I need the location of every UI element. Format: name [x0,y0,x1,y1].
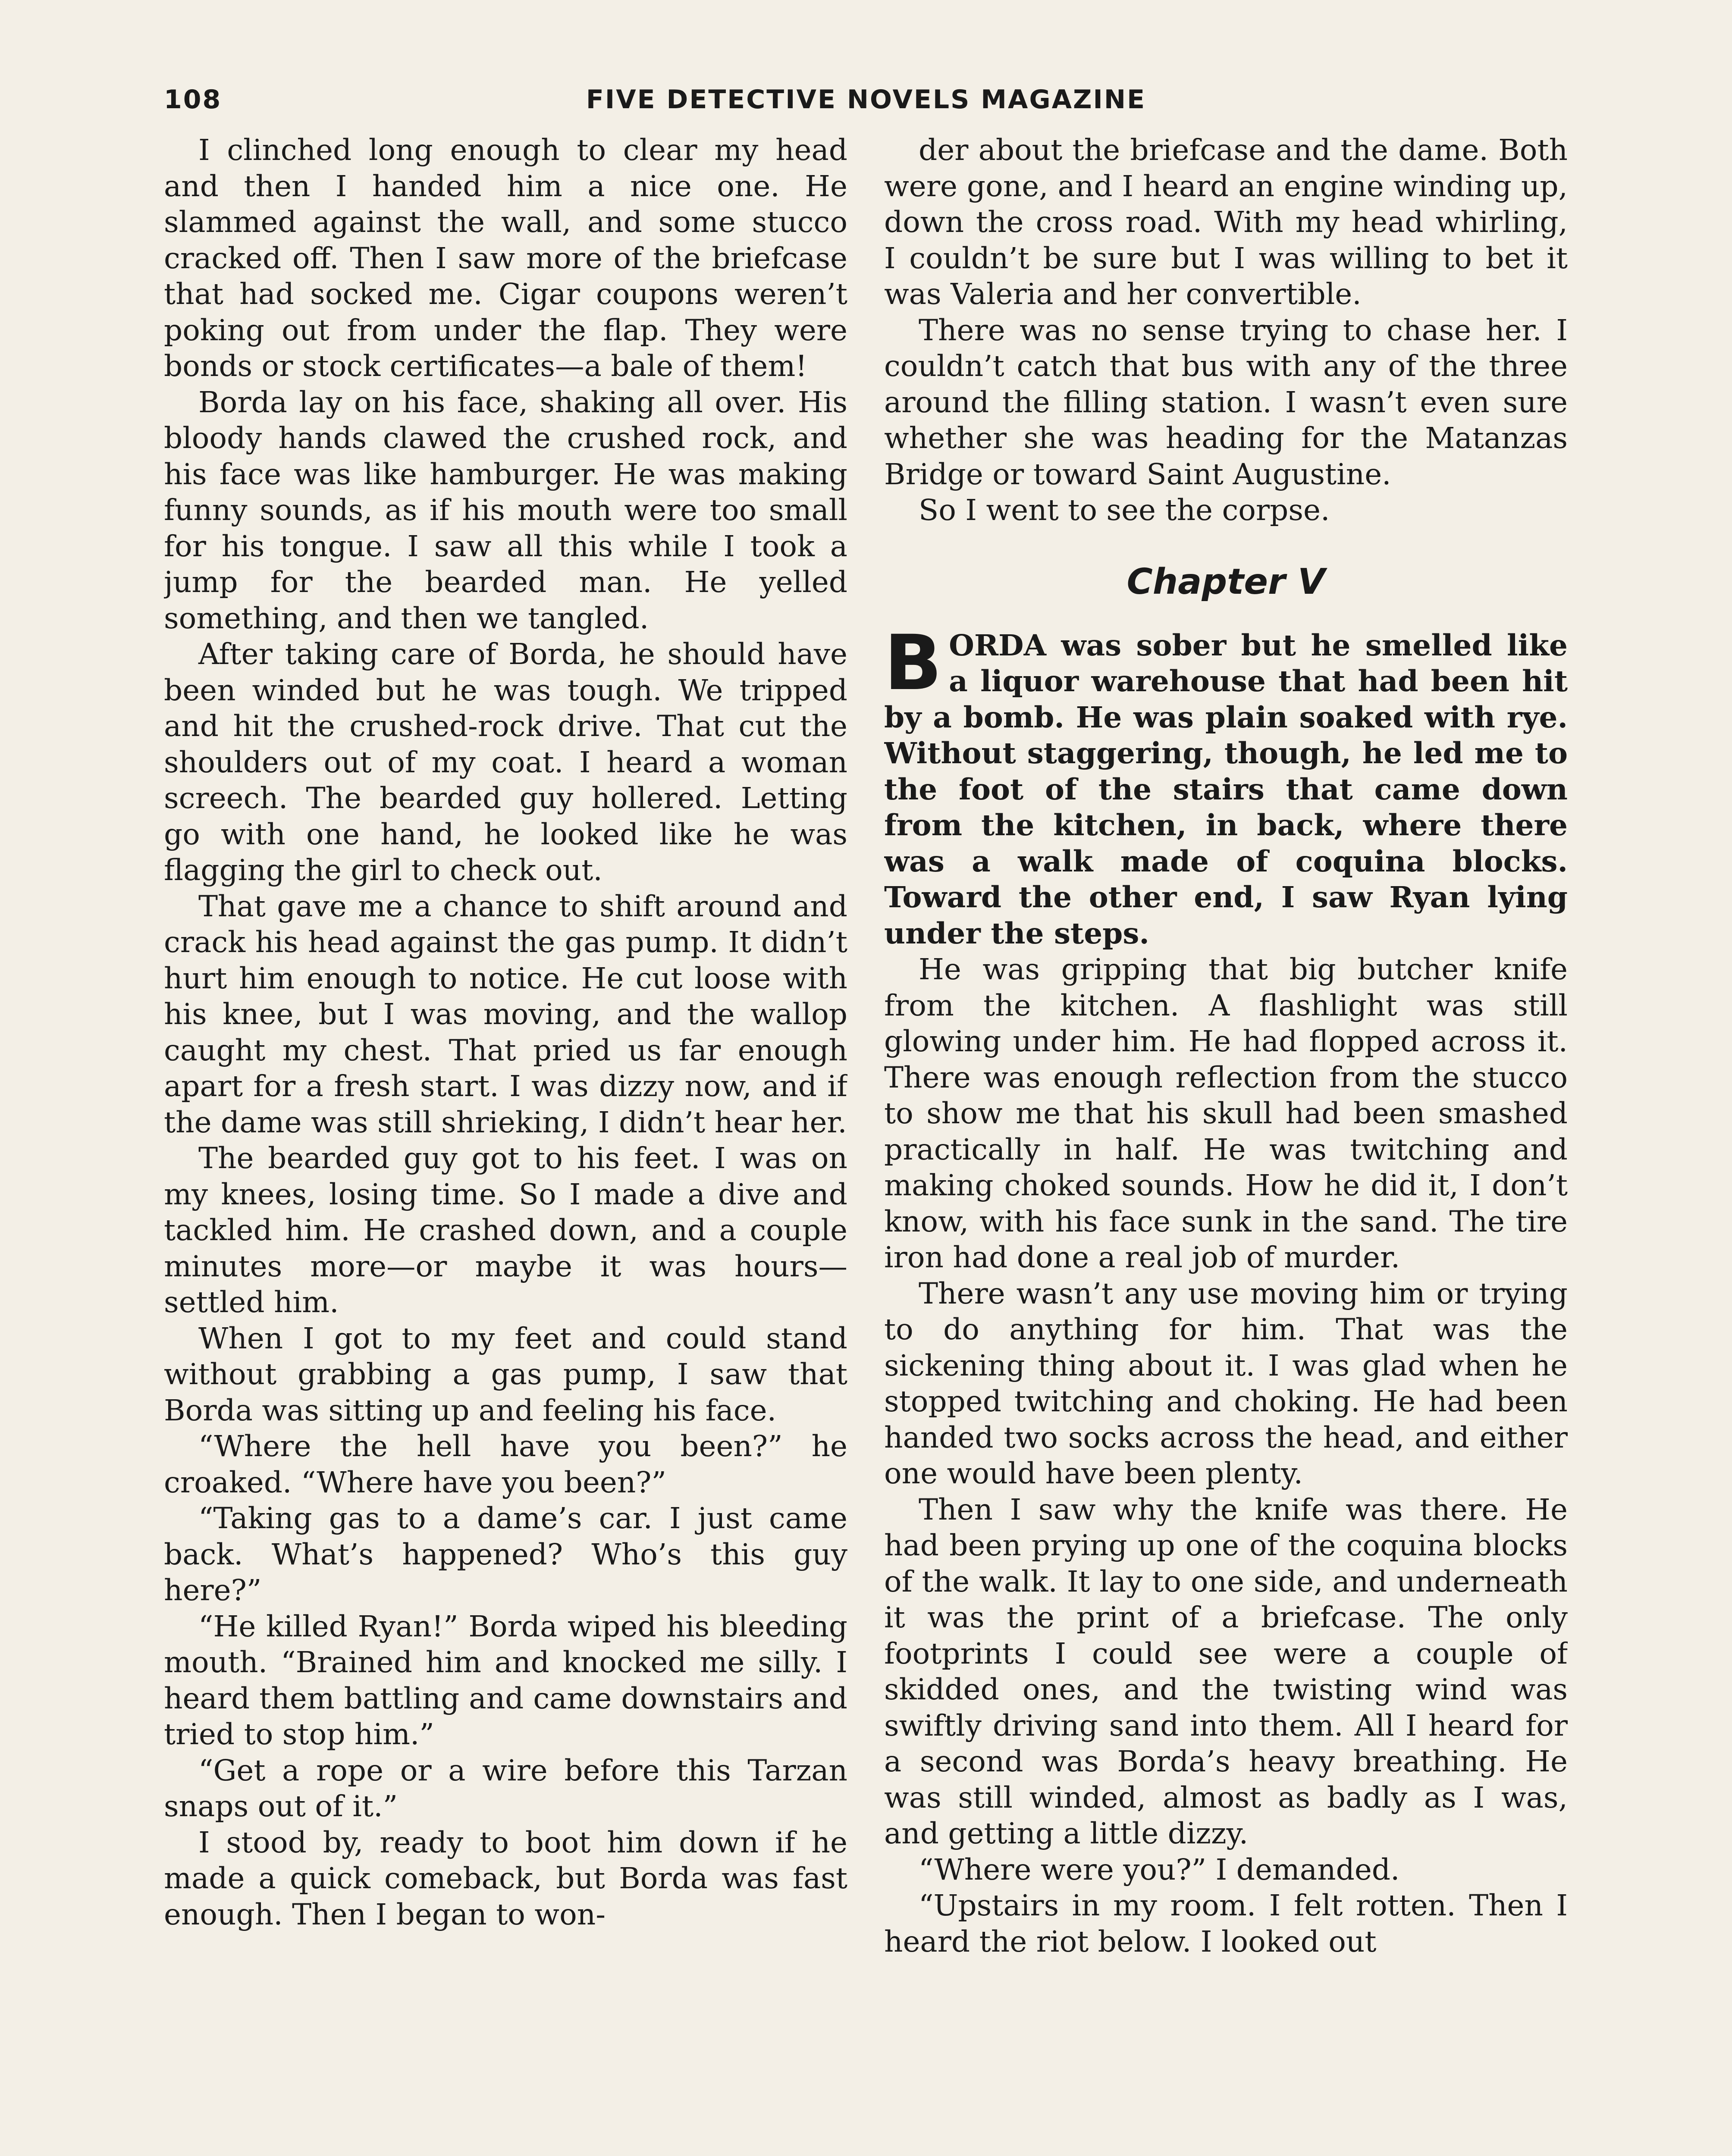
paragraph: “Get a rope or a wire before this Tarzan snaps out of it.” [164,1753,847,1823]
paragraph: Borda lay on his face, shaking all over. His bloody hands clawed the crushed rock, and his face was like hamburger. He was making funny sounds, as if his mouth were too small for his tongue. I saw all this while I took a jump for the bearded man. He yelled something, and then we tangled. [164,385,847,635]
paragraph: I clinched long enough to clear my head and then I handed him a nice one. He slammed against the wall, and some stucco cracked off. Then I saw more of the briefcase that had socked me. Cigar coupons weren’t poking out from under the flap. They were bonds or stock certificates—a bale of them! [164,133,847,383]
drop-cap: B [884,618,942,707]
page-number: 108 [164,85,222,115]
left-column [164,132,847,2156]
right-column [884,132,1568,2156]
opening-bold-word: ORDA [949,628,1046,662]
opening-text: was sober but he smelled like a liquor warehouse that had been hit by a bomb. He was plain soaked with rye. Without staggering, though, he led me to the foot of the stairs that came down from the kitchen, in back, where there was a walk made of coquina blocks. Toward the other end, I saw Ryan lying under the steps. [884,628,1568,950]
paragraph: der about the briefcase and the dame. Both were gone, and I heard an engine winding up, down the cross road. With my head whirling, I couldn’t be sure but I was willing to bet it was Valeria and her convertible. [884,133,1568,311]
paragraph: There was no sense trying to chase her. I couldn’t catch that bus with any of the three around the filling station. I wasn’t even sure whether she was heading for the Matanzas Bridge or toward Saint Augustine. [884,313,1568,491]
paragraph: “Upstairs in my room. I felt rotten. Then I heard the riot below. I looked out [884,1888,1568,1959]
paragraph: I stood by, ready to boot him down if he made a quick comeback, but Borda was fast enough. Then I began to won- [164,1825,847,1931]
paragraph: So I went to see the corpse. [919,493,1330,527]
chapter-opening-paragraph [884,618,1568,952]
paragraph: When I got to my feet and could stand without grabbing a gas pump, I saw that Borda was sitting up and feeling his face. [164,1321,847,1427]
paragraph: After taking care of Borda, he should have been winded but he was tough. We tripped and hit the crushed-rock drive. That cut the shoulders out of my coat. I heard a woman screech. The bearded guy hollered. Letting go with one hand, he looked like he was flagging the girl to check out. [164,637,847,887]
paragraph: “He killed Ryan!” Borda wiped his bleeding mouth. “Brained him and knocked me silly. I heard them battling and came downstairs and tried to stop him.” [164,1609,847,1751]
paragraph: That gave me a chance to shift around and crack his head against the gas pump. It didn’t hurt him enough to notice. He cut loose with his knee, but I was moving, and the wallop caught my chest. That pried us far enough apart for a fresh start. I was dizzy now, and if the dame was still shrieking, I didn’t hear her. [164,889,847,1139]
paragraph: “Where were you?” I demanded. [919,1852,1400,1887]
chapter-heading: Chapter V [1126,561,1325,602]
paragraph: “Where the hell have you been?” he croaked. “Where have you been?” [164,1429,847,1499]
running-title: FIVE DETECTIVE NOVELS MAGAZINE [586,85,1146,115]
paragraph: He was gripping that big butcher knife from the kitchen. A flashlight was still glowing under him. He had flopped across it. There was enough reflection from the stucco to show me that his skull had been smashed practically in half. He was twitching and making choked sounds. How he did it, I don’t know, with his face sunk in the sand. The tire iron had done a real job of murder. [884,952,1568,1274]
paragraph: Then I saw why the knife was there. He had been prying up one of the coquina blocks of the walk. It lay to one side, and underneath it was the print of a briefcase. The only footprints I could see were a couple of skidded ones, and the twisting wind was swiftly driving sand into them. All I heard for a second was Borda’s heavy breathing. He was still winded, almost as badly as I was, and getting a little dizzy. [884,1492,1568,1850]
paragraph: There wasn’t any use moving him or trying to do anything for him. That was the sickening thing about it. I was glad when he stopped twitching and choking. He had been handed two socks across the head, and either one would have been plenty. [884,1276,1568,1490]
paragraph: “Taking gas to a dame’s car. I just came back. What’s happened? Who’s this guy here?” [164,1501,847,1607]
page-header [164,85,1568,123]
paragraph: The bearded guy got to his feet. I was on my knees, losing time. So I made a dive and tackled him. He crashed down, and a couple minutes more—or maybe it was hours—settled him. [164,1141,847,1319]
